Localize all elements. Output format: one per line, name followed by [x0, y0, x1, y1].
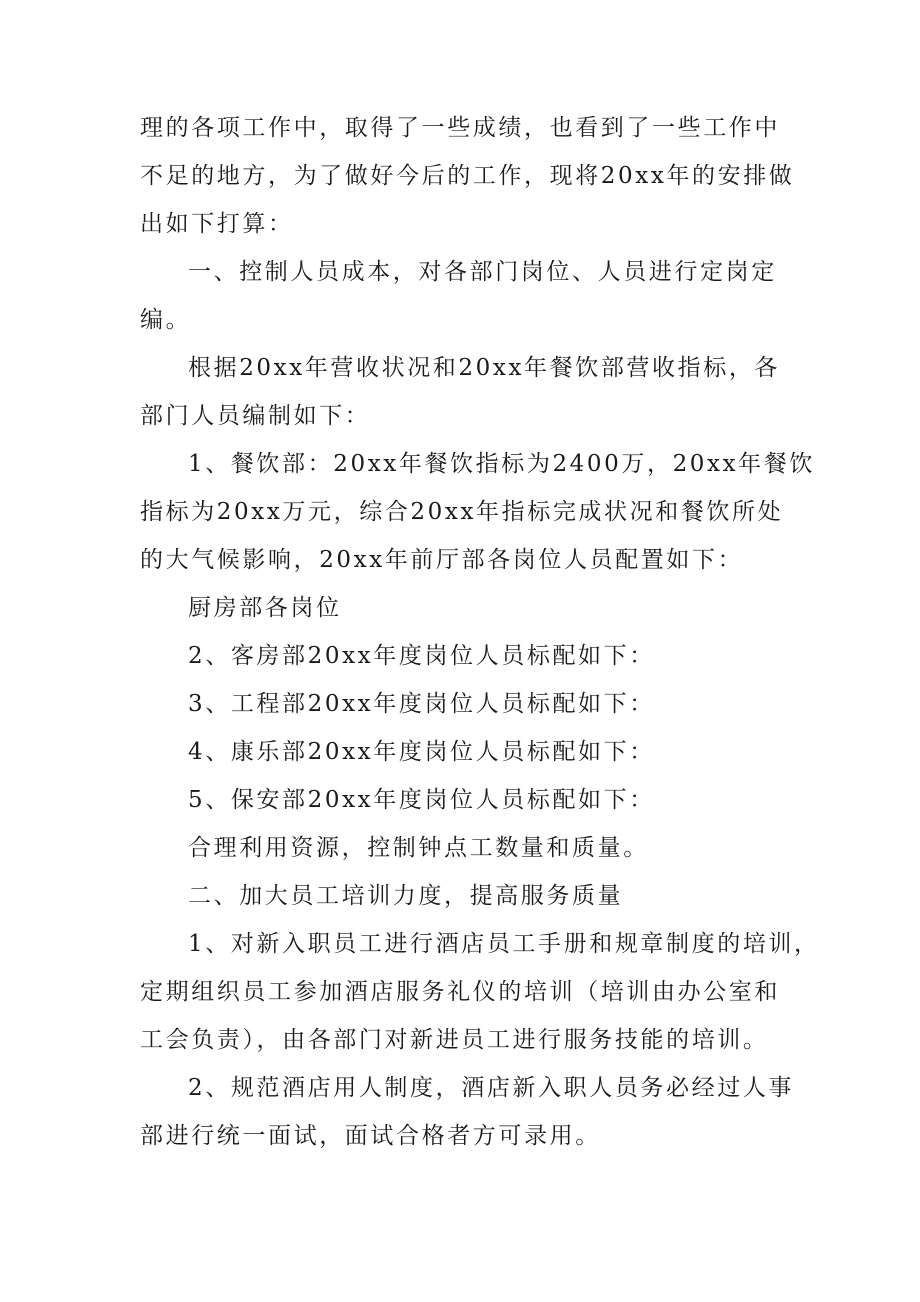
list-item-hiring: 2、规范酒店用人制度，酒店新入职人员务必经过人事 — [188, 1075, 795, 1101]
text-line: 的大气候影响，20xx年前厅部各岗位人员配置如下： — [140, 547, 744, 573]
list-item-training: 1、对新入职员工进行酒店员工手册和规章制度的培训， — [188, 931, 820, 957]
paragraph-start: 根据20xx年营收状况和20xx年餐饮部营收指标，各 — [188, 355, 781, 381]
text-line: 部门人员编制如下： — [140, 403, 371, 429]
text-line: 出如下打算： — [140, 211, 294, 237]
text-line: 编。 — [140, 307, 192, 333]
list-item-recreation: 4、康乐部20xx年度岗位人员标配如下： — [188, 739, 655, 765]
paragraph-start: 合理利用资源，控制钟点工数量和质量。 — [188, 835, 649, 861]
text-line: 工会负责），由各部门对新进员工进行服务技能的培训。 — [140, 1027, 769, 1053]
list-item-engineering: 3、工程部20xx年度岗位人员标配如下： — [188, 691, 655, 717]
text-line: 定期组织员工参加酒店服务礼仪的培训（培训由办公室和 — [140, 979, 780, 1005]
text-line: 部进行统一面试，面试合格者方可录用。 — [140, 1123, 601, 1149]
text-line: 理的各项工作中，取得了一些成绩，也看到了一些工作中 — [140, 115, 780, 141]
section-heading: 二、加大员工培训力度，提高服务质量 — [188, 883, 624, 909]
list-item-catering: 1、餐饮部：20xx年餐饮指标为2400万，20xx年餐饮 — [188, 451, 815, 477]
section-heading: 一、控制人员成本，对各部门岗位、人员进行定岗定 — [188, 259, 777, 285]
list-item-security: 5、保安部20xx年度岗位人员标配如下： — [188, 787, 655, 813]
list-item-housekeeping: 2、客房部20xx年度岗位人员标配如下： — [188, 643, 655, 669]
text-line: 不足的地方，为了做好今后的工作，现将20xx年的安排做 — [140, 163, 795, 189]
text-line: 指标为20xx万元，综合20xx年指标完成状况和餐饮所处 — [140, 499, 784, 525]
list-item-kitchen: 厨房部各岗位 — [188, 595, 342, 621]
